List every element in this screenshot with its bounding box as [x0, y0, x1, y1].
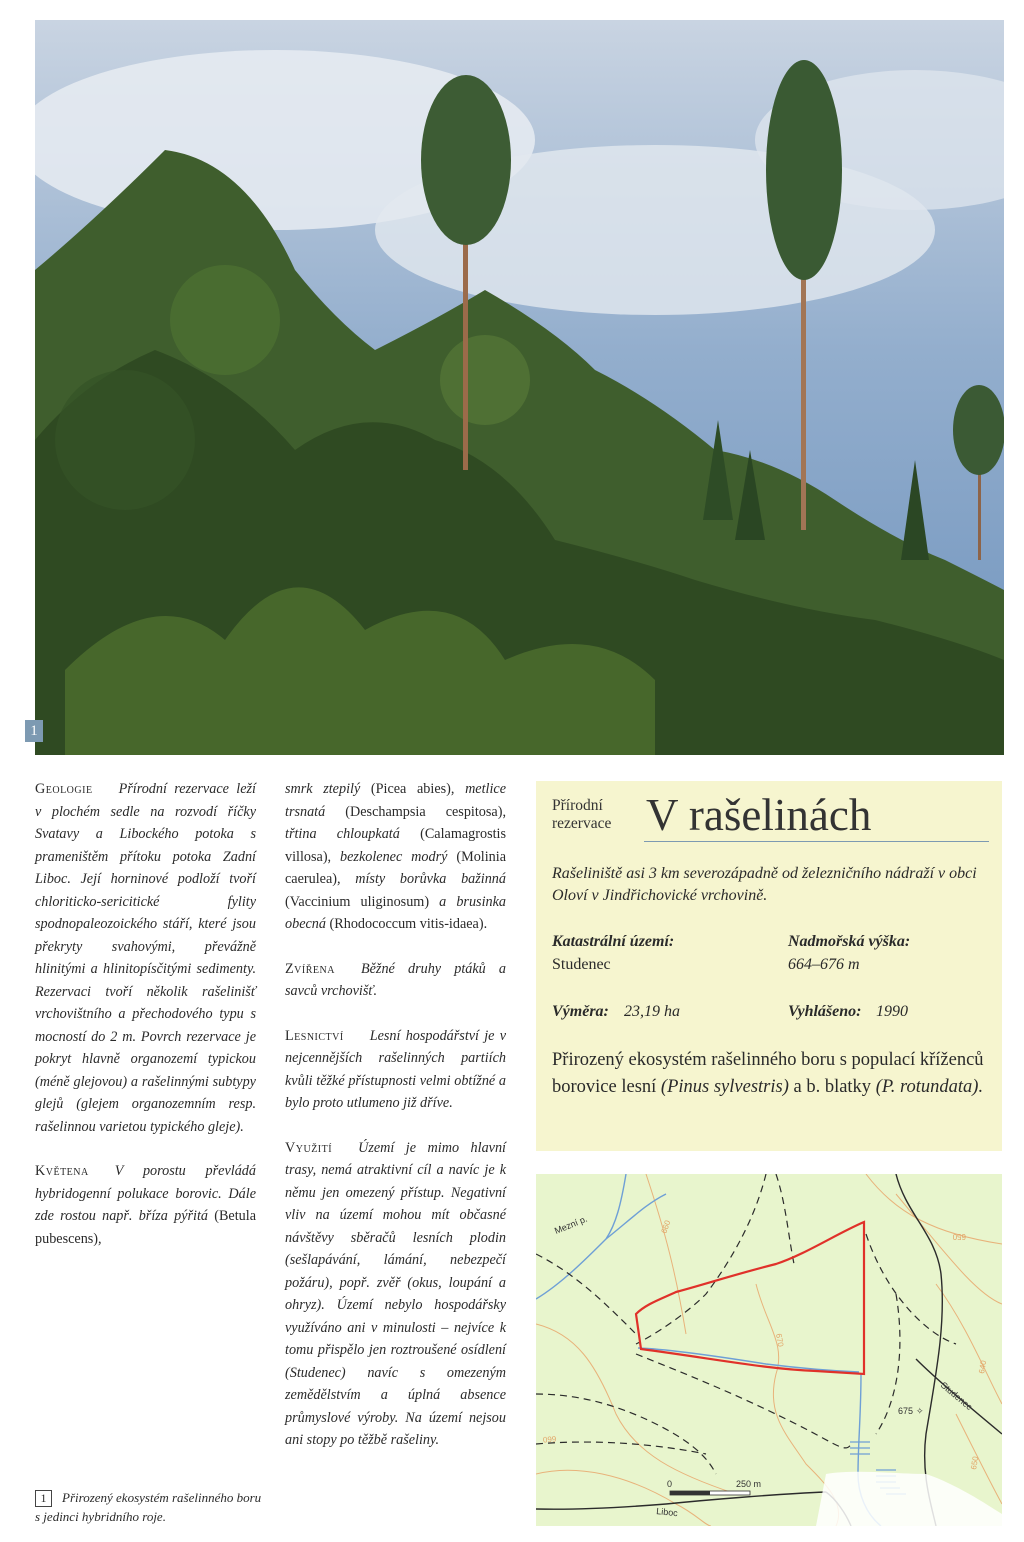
streams — [536, 1174, 881, 1526]
species-latin: (Deschampsia cespitosa), — [345, 803, 506, 820]
kvetena-text: V porostu převládá hybridogenní polukace borovic. Dále zde rostou např. bříza pýřitá — [35, 1163, 256, 1224]
path — [536, 1394, 716, 1474]
altitude-label: Nadmořská výška: — [788, 933, 911, 950]
stream-mezni — [536, 1174, 626, 1299]
spot-height-label: 675 — [898, 1406, 914, 1416]
contour-lines — [536, 1174, 1002, 1526]
road-label-liboc: Liboc — [655, 1506, 679, 1519]
category-line-1: Přírodní — [552, 797, 603, 814]
declared-label: Vyhlášeno: — [788, 1003, 862, 1020]
reserve-info-box — [536, 781, 1002, 1151]
kvetena-paragraph — [35, 1160, 256, 1250]
kvetena-continued-paragraph — [285, 778, 506, 936]
reserve-category — [552, 797, 611, 833]
declared-value: 1990 — [876, 1003, 908, 1020]
species-name: třtina chloupkatá — [285, 826, 400, 842]
reserve-description: Rašeliniště asi 3 km severozápadně od železničního nádraží v obci Oloví v Jindřichovické vrchovině. — [552, 865, 977, 904]
stream-branch — [606, 1194, 666, 1239]
area-value: 23,19 ha — [624, 1003, 680, 1020]
forest-paths — [536, 1174, 956, 1474]
kvetena-latin: (Betula pubescens), — [35, 1208, 256, 1247]
vyuziti-heading: Využití — [285, 1139, 333, 1156]
species-name: bezkolenec modrý — [340, 848, 448, 865]
path — [536, 1254, 636, 1334]
contour-line — [536, 1324, 736, 1494]
contour-line — [646, 1174, 686, 1334]
contour-line — [536, 1470, 711, 1526]
species-latin: (Vaccinium uliginosum) — [285, 893, 430, 910]
left-text-column — [35, 778, 256, 1250]
species-name: metlice trsnatá — [285, 781, 507, 820]
contour-label: 650 — [969, 1455, 981, 1471]
road-label-studenec: Studenec — [938, 1379, 975, 1412]
contour-label: 640 — [977, 1359, 989, 1375]
scale-end-label: 250 m — [736, 1479, 762, 1489]
path — [636, 1354, 851, 1448]
geologie-text: Přírodní rezervace leží v plochém sedle na rozvodí říčky Svatavy a Libockého potoka s prameništěm přítoku potoka Zadní Liboc. Její horninové podloží tvoří chloriticko-sericitické fylity spodnopaleozoického stáří, které jsou překryty svahovými, převážně hlinitými a hlinitopísčitými sedimenty. Rezervaci tvoří několik rašelinišť vrchovištního a přechodového typu s mocností do 2 m. Povrch rezervace je pokryt hlavně organozemí typickou (méně glejovou) a rašelinnými subtypy glejů (glejem organozemním resp. rašelinnou varietou typického gleje). — [35, 781, 256, 1135]
contour-label: 660 — [542, 1434, 557, 1445]
map-drawing — [536, 1174, 1002, 1526]
photo-caption — [35, 1488, 265, 1526]
spot-height-marker: ✧ — [916, 1406, 924, 1416]
summary-latin-a: (Pinus sylvestris) — [660, 1077, 789, 1097]
geologie-heading: Geologie — [35, 781, 93, 797]
summary-latin-b: (P. rotundata). — [875, 1077, 984, 1097]
middle-text-column — [285, 778, 506, 1452]
path — [776, 1174, 794, 1264]
species-name: smrk ztepilý — [285, 781, 361, 797]
category-line-2: rezervace — [552, 815, 612, 832]
species-name: místy borůvka bažinná — [355, 871, 506, 887]
species-latin: (Molinia caerulea), — [285, 848, 507, 887]
summary-text-a: Přirozený ekosystém rašelinného boru s populací kříženců borovice lesní — [552, 1050, 984, 1097]
contour-line — [866, 1174, 1002, 1244]
species-latin: (Picea abies), — [370, 781, 455, 797]
title-underline — [644, 841, 989, 842]
species-latin: (Calamagrostis villosa), — [285, 826, 507, 865]
vyuziti-paragraph — [285, 1137, 506, 1452]
photo-number-badge: 1 — [25, 720, 43, 742]
path — [876, 1294, 900, 1434]
katastr-value: Studenec — [552, 956, 611, 973]
scale-bar — [670, 1491, 750, 1495]
reserve-summary — [552, 1047, 988, 1101]
zvirena-paragraph — [285, 958, 506, 1003]
vyuziti-text: Území je mimo hlavní trasy, nemá atraktivní cíl a navíc je k němu jen omezený přístup. Negativní vliv na území mohou mít občasné návštěvy sběračů lesních plodin (sešlapávání, lámání, nebezpečí požáru), popř. zvěř (okus, loupání a ohryz). Území nebylo hospodářsky využíváno ani v minulosti – nejvíce k tomu přispělo jen roztroušené osídlení (Studenec) navíc s omezeným zemědělstvím a úplná absence průmyslové výroby. Na území nejsou ani stopy po těžbě rašeliny. — [285, 1139, 506, 1448]
roads — [536, 1174, 1002, 1526]
altitude-value: 664–676 m — [788, 956, 860, 973]
lesnictvi-text: Lesní hospodářství je v nejcennějších rašelinných partiích kvůli těžké přístupnosti velmi obtížné a bylo proto utlumeno již dříve. — [285, 1027, 506, 1111]
species-name: a brusinka obecná — [285, 893, 506, 932]
reserve-map — [536, 1174, 1002, 1526]
contour-label: 670 — [774, 1332, 786, 1348]
contour-label: 660 — [659, 1219, 673, 1235]
zvirena-text: Běžné druhy ptáků a savců vrchovišť. — [285, 960, 506, 999]
contour-label: 650 — [952, 1232, 966, 1241]
caption-text: Přirozený ekosystém rašelinného boru s jedinci hybridního roje. — [35, 1490, 262, 1524]
village-area — [816, 1472, 1002, 1526]
scale-zero-label: 0 — [667, 1479, 673, 1489]
scale-bar-fill — [670, 1491, 710, 1495]
kvetena-heading: Květena — [35, 1163, 89, 1179]
caption-number: 1 — [35, 1490, 52, 1507]
species-latin: (Rhodococcum vitis-idaea). — [329, 916, 488, 932]
pine-forest-illustration — [35, 20, 1004, 755]
area-label: Výměra: — [552, 1003, 609, 1020]
landscape-photo — [35, 20, 1004, 755]
stream-label: Mezní p. — [553, 1213, 589, 1236]
path — [536, 1442, 706, 1454]
lesnictvi-paragraph — [285, 1025, 506, 1115]
geologie-paragraph — [35, 778, 256, 1138]
reserve-title: V rašelinách — [646, 790, 872, 840]
lesnictvi-heading: Lesnictví — [285, 1027, 344, 1044]
summary-text-b: a b. blatky — [793, 1077, 872, 1097]
katastr-label: Katastrální území: — [552, 933, 675, 950]
zvirena-heading: Zvířena — [285, 960, 335, 977]
